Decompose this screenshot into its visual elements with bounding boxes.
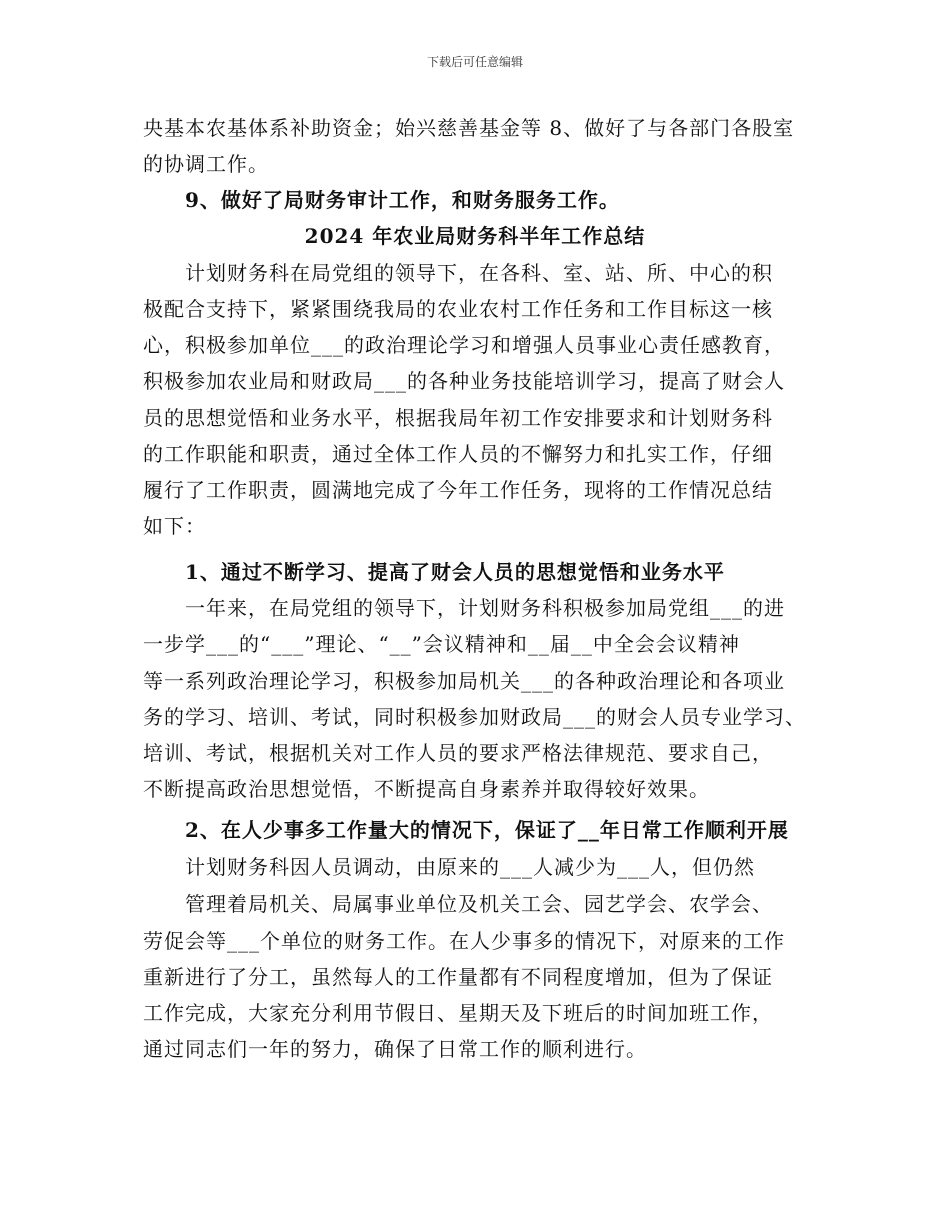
paragraph-line: 履行了工作职责，圆满地完成了今年工作任务，现将的工作情况总结 bbox=[143, 478, 773, 502]
paragraph-line: 重新进行了分工，虽然每人的工作量都有不同程度增加，但为了保证 bbox=[143, 965, 773, 989]
document-title: 2024 年农业局财务科半年工作总结 bbox=[304, 224, 646, 248]
paragraph-line: 不断提高政治思想觉悟，不断提高自身素养并取得较好效果。 bbox=[143, 777, 710, 801]
section-heading: 9、做好了局财务审计工作，和财务服务工作。 bbox=[185, 188, 620, 212]
paragraph-line: 央基本农基体系补助资金；始兴慈善基金等 8、做好了与各部门各股室 bbox=[143, 116, 795, 140]
paragraph-line: 管理着局机关、局属事业单位及机关工会、园艺学会、农学会、 bbox=[185, 892, 773, 916]
paragraph-line: 员的思想觉悟和业务水平，根据我局年初工作安排要求和计划财务科 bbox=[143, 406, 773, 430]
paragraph-line: 计划财务科因人员调动，由原来的___人减少为___人，但仍然 bbox=[185, 855, 755, 879]
paragraph-line: 的工作职能和职责，通过全体工作人员的不懈努力和扎实工作，仔细 bbox=[143, 442, 773, 466]
paragraph-line: 通过同志们一年的努力，确保了日常工作的顺利进行。 bbox=[143, 1037, 647, 1061]
paragraph-line: 工作完成，大家充分利用节假日、星期天及下班后的时间加班工作， bbox=[143, 1001, 773, 1025]
paragraph-line: 劳促会等___个单位的财务工作。在人少事多的情况下，对原来的工作 bbox=[143, 929, 785, 953]
paragraph-line: 的协调工作。 bbox=[143, 152, 269, 176]
section-heading: 2、在人少事多工作量大的情况下，保证了__年日常工作顺利开展 bbox=[185, 818, 789, 842]
paragraph-line: 务的学习、培训、考试，同时积极参加财政局___的财会人员专业学习、 bbox=[143, 705, 806, 729]
paragraph-line: 等一系列政治理论学习，积极参加局机关___的各种政治理论和各项业 bbox=[143, 669, 785, 693]
paragraph-line: 计划财务科在局党组的领导下，在各科、室、站、所、中心的积 bbox=[185, 261, 773, 285]
section-heading: 1、通过不断学习、提高了财会人员的思想觉悟和业务水平 bbox=[185, 560, 725, 584]
paragraph-line: 培训、考试，根据机关对工作人员的要求严格法律规范、要求自己， bbox=[143, 741, 773, 765]
page-header: 下载后可任意编辑 bbox=[426, 55, 523, 69]
paragraph-line: 一步学___的“___”理论、“__”会议精神和__届__中全会会议精神 bbox=[143, 632, 740, 656]
paragraph-line: 如下： bbox=[143, 514, 206, 538]
paragraph-line: 一年来，在局党组的领导下，计划财务科积极参加局党组___的进 bbox=[185, 596, 785, 620]
paragraph-line: 极配合支持下，紧紧围绕我局的农业农村工作任务和工作目标这一核 bbox=[143, 297, 773, 321]
paragraph-line: 积极参加农业局和财政局___的各种业务技能培训学习，提高了财会人 bbox=[143, 369, 785, 393]
paragraph-line: 心，积极参加单位___的政治理论学习和增强人员事业心责任感教育， bbox=[143, 333, 785, 357]
